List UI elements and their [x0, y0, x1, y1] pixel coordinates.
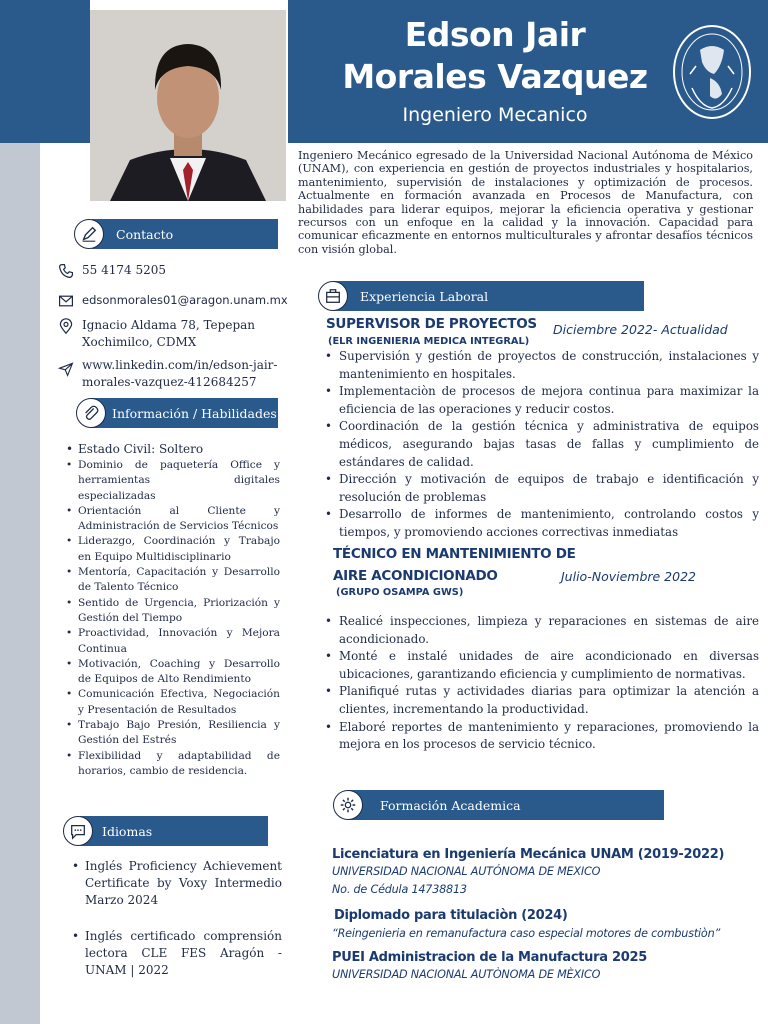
skill-item: • Orientación al Cliente y Administración de Servicios Técnicos — [62, 504, 280, 535]
job-bullet: • Implementaciòn de procesos de mejora continua para maximizar la eficiencia de las operaciones y reducir costos. — [322, 383, 759, 418]
education-2-subtitle: “Reingenieria en remanufactura caso especial motores de combustiòn” — [332, 927, 721, 940]
job-bullet: • Coordinación de la gestión técnica y administrativa de equipos médicos, asegurando bajas tasas de fallas y cumplimiento de estándares de calidad. — [322, 418, 759, 471]
education-heading: Formación Academica — [380, 797, 521, 813]
education-1-title: Licenciatura en Ingeniería Mecánica UNAM (2019-2022) — [332, 847, 725, 862]
job-2-date: Julio-Noviembre 2022 — [561, 569, 696, 584]
skill-item: • Proactividad, Innovación y Mejora Continua — [62, 626, 280, 657]
job-bullet: • Realicé inspecciones, limpieza y reparaciones en sistemas de aire acondicionado. — [322, 613, 759, 648]
phone-icon — [58, 262, 82, 284]
job-bullet: • Dirección y motivación de equipos de trabajo e identificación y resolución de problemas — [322, 471, 759, 506]
skill-item: • Sentido de Urgencia, Priorización y Gestión del Tiempo — [62, 596, 280, 627]
experience-header — [334, 281, 644, 311]
candidate-name — [300, 14, 690, 98]
send-icon — [58, 357, 82, 391]
contact-linkedin-row — [58, 357, 286, 391]
contact-email-row — [58, 292, 298, 314]
name-line-2: Morales Vazquez — [342, 57, 648, 96]
info-heading: Información / Habilidades — [112, 405, 277, 421]
skill-item: • Motivación, Coaching y Desarrollo de Equipos de Alto Rendimiento — [62, 657, 280, 688]
info-header — [92, 398, 278, 428]
paperclip-icon — [76, 398, 106, 428]
contact-phone[interactable]: 55 4174 5205 — [82, 263, 166, 277]
header-band-left — [0, 0, 90, 143]
left-side-strip — [0, 0, 40, 1024]
job-bullet: • Elaboré reportes de mantenimiento y reparaciones, promoviendo la mejora en los procesos de servicio técnico. — [322, 719, 759, 754]
skill-item: • Liderazgo, Coordinación y Trabajo en Equipo Multidisciplinario — [62, 534, 280, 565]
job-bullet: • Planifiqué rutas y actividades diarias para optimizar la atención a clientes, incrementando la productividad. — [322, 683, 759, 718]
skill-item: • Dominio de paquetería Office y herramientas digitales especializadas — [62, 458, 280, 504]
job-2-title-line-2: AIRE ACONDICIONADO — [333, 568, 498, 584]
job-bullet: • Supervisión y gestión de proyectos de construcción, instalaciones y mantenimiento en hospitales. — [322, 348, 759, 383]
job-2-title-line-1: TÉCNICO EN MANTENIMIENTO DE — [333, 546, 576, 562]
language-item: • Inglés certificado comprensión lectora CLE FES Aragón - UNAM | 2022 — [70, 928, 282, 979]
education-3-title: PUEI Administracion de la Manufactura 2025 — [332, 950, 647, 965]
education-1-institution: UNIVERSIDAD NACIONAL AUTÓNOMA DE MEXICO — [332, 865, 601, 878]
contact-phone-row — [58, 262, 278, 284]
location-icon — [58, 317, 82, 351]
education-2-title: Diplomado para titulaciòn (2024) — [334, 908, 568, 923]
experience-heading: Experiencia Laboral — [360, 288, 489, 304]
contact-address: Ignacio Aldama 78, Tepepan Xochimilco, CDMX — [82, 318, 256, 349]
languages-heading: Idiomas — [102, 823, 153, 839]
unam-seal-icon — [670, 22, 754, 122]
skill-item: • Trabajo Bajo Presión, Resiliencia y Gestión del Estrés — [62, 718, 280, 749]
contact-header — [92, 219, 278, 249]
contact-heading: Contacto — [116, 226, 174, 242]
education-3-institution: UNIVERSIDAD NACIONAL AUTÒNOMA DE MÈXICO — [332, 968, 601, 981]
job-bullet: • Monté e instalé unidades de aire acondicionado en diversas ubicaciones, garantizando eficiencia y cumplimiento de normativas. — [322, 648, 759, 683]
briefcase-icon — [318, 281, 348, 311]
skill-item: • Mentoría, Capacitación y Desarrollo de Talento Técnico — [62, 565, 280, 596]
education-1-license: No. de Cédula 14738813 — [332, 883, 467, 896]
contact-linkedin[interactable]: www.linkedin.com/in/edson-jair-morales-vazquez-412684257 — [82, 358, 278, 389]
skill-item: • Flexibilidad y adaptabilidad de horarios, cambio de residencia. — [62, 749, 280, 780]
languages-list — [70, 858, 282, 998]
email-icon — [58, 292, 82, 314]
professional-summary: Ingeniero Mecánico egresado de la Universidad Nacional Autónoma de México (UNAM), con experiencia en gestión de proyectos industriales y hospitalarios, mantenimiento, supervisión de instalaciones y optimización de procesos. Actualmente en formación avanzada en Procesos de Manufactura, con habilidades para liderar equipos, mejorar la eficiencia operativa y gestionar recursos con un enfoque en la calidad y la innovación. Capacidad para comunicar eficazmente en entornos multiculturales y afrontar desafíos técnicos con visión global. — [298, 149, 753, 256]
chat-bubble-icon — [63, 816, 93, 846]
skill-item: • Comunicación Efectiva, Negociación y Presentación de Resultados — [62, 687, 280, 718]
skills-list — [62, 440, 280, 779]
candidate-role: Ingeniero Mecanico — [402, 104, 588, 126]
contact-email[interactable]: edsonmorales01@aragon.unam.mx — [82, 293, 288, 307]
skill-item: • Estado Civil: Soltero — [62, 440, 280, 458]
gear-icon — [333, 790, 363, 820]
education-header — [348, 790, 664, 820]
job-2-bullets — [322, 613, 759, 754]
job-1-bullets — [322, 348, 759, 542]
name-line-1: Edson Jair — [404, 15, 586, 54]
job-bullet: • Desarrollo de informes de mantenimiento, controlando costos y tiempos, y promoviendo acciones correctivas inmediatas — [322, 506, 759, 541]
job-2-company: (GRUPO OSAMPA GWS) — [336, 587, 464, 598]
job-1-company: (ELR INGENIERIA MEDICA INTEGRAL) — [328, 336, 530, 347]
pen-icon — [74, 219, 104, 249]
job-1-date: Diciembre 2022- Actualidad — [553, 322, 728, 337]
languages-header — [80, 816, 268, 846]
user-photo — [90, 10, 286, 201]
language-item: • Inglés Proficiency Achievement Certificate by Voxy Intermedio Marzo 2024 — [70, 858, 282, 909]
job-1-title: SUPERVISOR DE PROYECTOS — [326, 316, 537, 332]
contact-address-row — [58, 317, 278, 351]
